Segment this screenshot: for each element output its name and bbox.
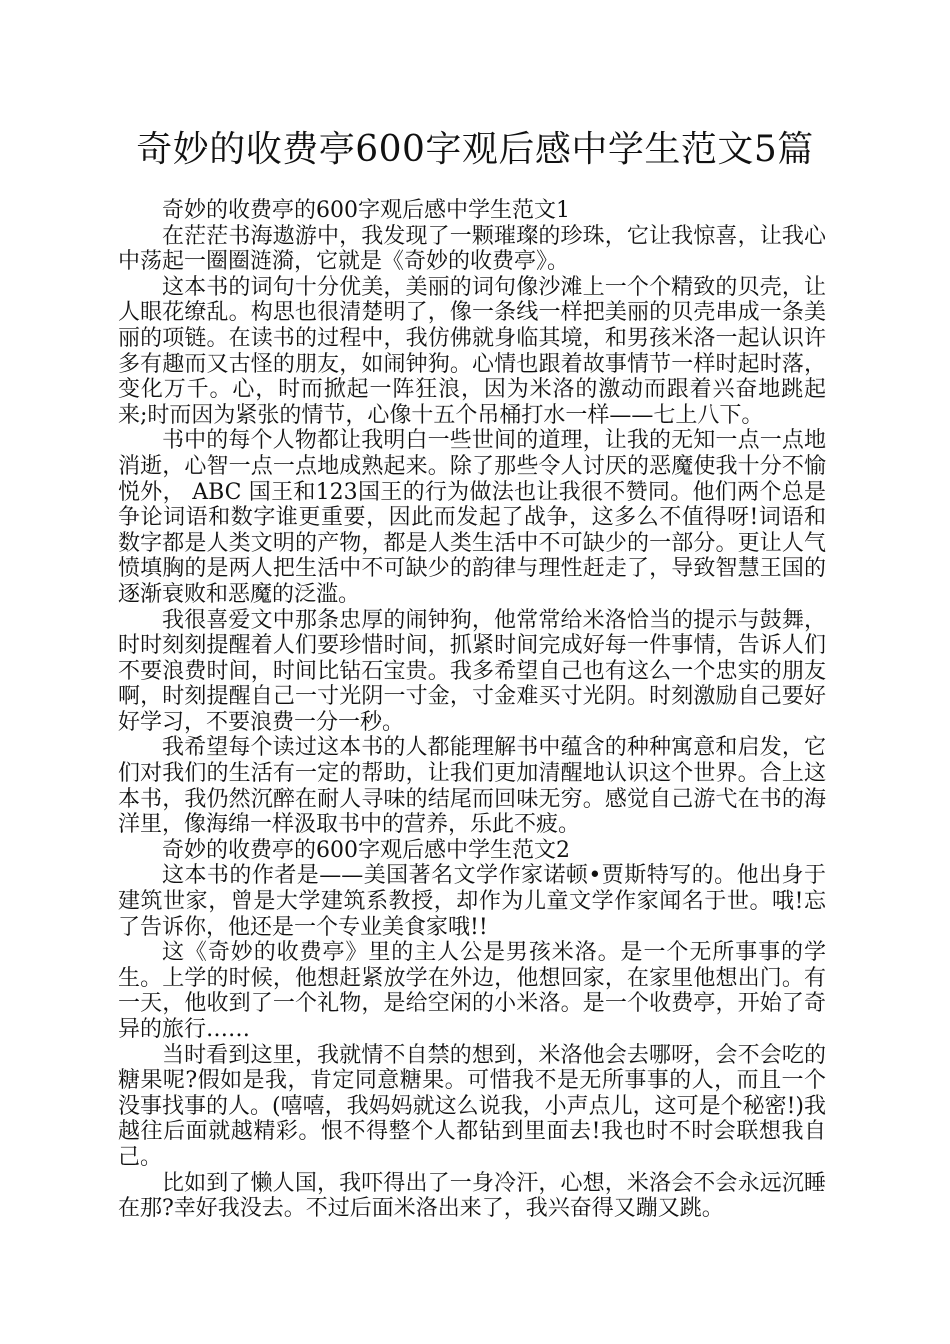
paragraph: 我希望每个读过这本书的人都能理解书中蕴含的种种寓意和启发，它们对我们的生活有一定的帮助，让我们更加清醒地认识这个世界。合上这本书，我仍然沉醉在耐人寻味的结尾而回味无穷。感觉自己游弋在书的海洋里，像海绵一样汲取书中的营养，乐此不疲。	[118, 735, 826, 838]
paragraph: 书中的每个人物都让我明白一些世间的道理，让我的无知一点一点地消逝，心智一点一点地成熟起来。除了那些令人讨厌的恶魔使我十分不愉悦外， ABC 国王和123国王的行为做法也让我很不赞同。他们两个总是争论词语和数字谁更重要，因此而发起了战争，这多么不值得呀!词语和数字都是人类文明的产物，都是人类生活中不可缺少的一部分。更让人气愤填胸的是两人把生活中不可缺少的韵律与理性赶走了，导致智慧王国的逐渐衰败和恶魔的泛滥。	[118, 428, 826, 607]
section-heading-1: 奇妙的收费亭的600字观后感中学生范文1	[162, 198, 570, 223]
paragraph: 在茫茫书海遨游中，我发现了一颗璀璨的珍珠，它让我惊喜，让我心中荡起一圈圈涟漪，它就是《奇妙的收费亭》。	[118, 223, 826, 275]
paragraph: 这本书的作者是——美国著名文学作家诺顿•贾斯特写的。他出身于建筑世家，曾是大学建筑系教授，却作为儿童文学作家闻名于世。哦!忘了告诉你，他还是一个专业美食家哦!!	[118, 863, 826, 940]
paragraph: 当时看到这里，我就情不自禁的想到，米洛他会去哪呀，会不会吃的糖果呢?假如是我，肯定同意糖果。可惜我不是无所事事的人，而且一个没事找事的人。(嘻嘻，我妈妈就这么说我，小声点儿，这可是个秘密!)我越往后面就越精彩。恨不得整个人都钻到里面去!我也时不时会联想我自己。	[118, 1042, 827, 1170]
section-heading-2: 奇妙的收费亭的600字观后感中学生范文2	[162, 837, 570, 863]
document-body	[118, 198, 826, 1222]
document-title: 奇妙的收费亭600字观后感中学生范文5篇	[136, 129, 814, 170]
paragraph: 比如到了懒人国，我吓得出了一身冷汗，心想，米洛会不会永远沉睡在那?幸好我没去。不过后面米洛出来了，我兴奋得又蹦又跳。	[118, 1170, 826, 1222]
paragraph: 我很喜爱文中那条忠厚的闹钟狗，他常常给米洛恰当的提示与鼓舞，时时刻刻提醒着人们要珍惜时间，抓紧时间完成好每一件事情，告诉人们不要浪费时间，时间比钻石宝贵。我多希望自己也有这么一个忠实的朋友啊，时刻提醒自己一寸光阴一寸金，寸金难买寸光阴。时刻激励自己要好好学习，不要浪费一分一秒。	[118, 607, 826, 735]
paragraph: 这本书的词句十分优美，美丽的词句像沙滩上一个个精致的贝壳，让人眼花缭乱。构思也很清楚明了，像一条线一样把美丽的贝壳串成一条美丽的项链。在读书的过程中，我仿佛就身临其境，和男孩米洛一起认识许多有趣而又古怪的朋友，如闹钟狗。心情也跟着故事情节一样时起时落，变化万千。心，时而掀起一阵狂浪，因为米洛的激动而跟着兴奋地跳起来;时而因为紧张的情节，心像十五个吊桶打水一样——七上八下。	[118, 274, 826, 428]
paragraph: 这《奇妙的收费亭》里的主人公是男孩米洛。是一个无所事事的学生。上学的时候，他想赶紧放学在外边，他想回家，在家里他想出门。有一天，他收到了一个礼物，是给空闲的小米洛。是一个收费亭，开始了奇异的旅行……	[118, 940, 826, 1042]
